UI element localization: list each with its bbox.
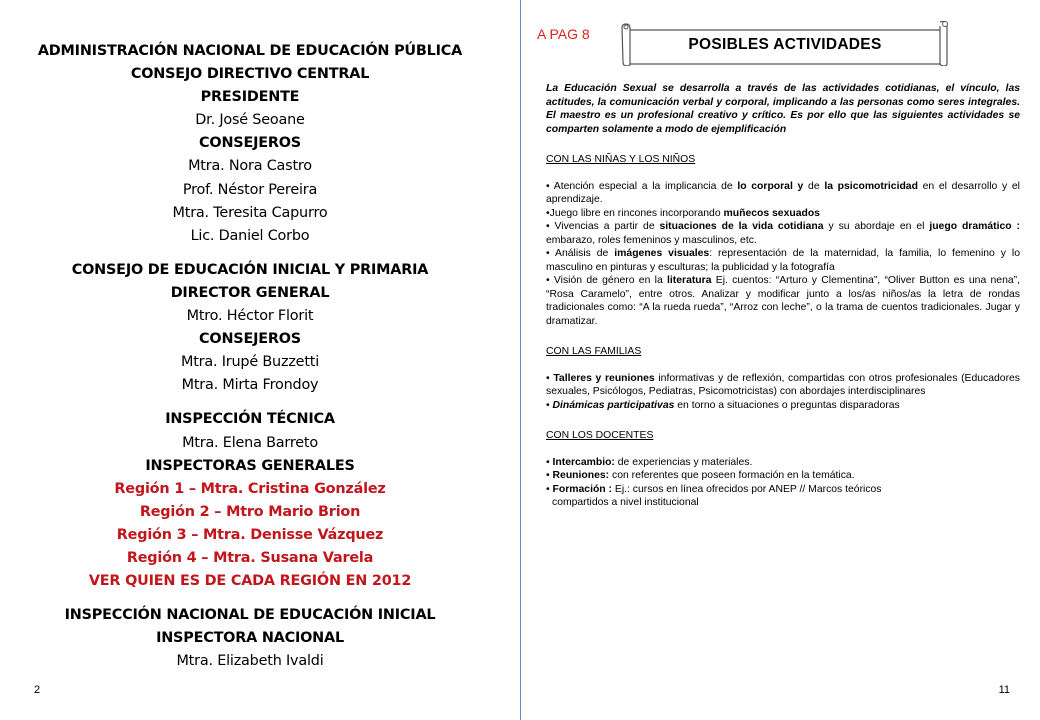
activity-text: •	[546, 483, 553, 495]
authority-line: Mtro. Héctor Florit	[186, 308, 314, 325]
authority-line: VER QUIEN ES DE CADA REGIÓN EN 2012	[88, 573, 412, 590]
authority-line: PRESIDENTE	[200, 89, 300, 106]
page-number-right: 11	[998, 684, 1010, 696]
activity-text: compartidos a nivel institucional	[552, 497, 699, 508]
authority-line: CONSEJEROS	[199, 135, 301, 152]
activities-content	[546, 82, 1020, 510]
activity-text: de experiencias y materiales.	[614, 456, 753, 468]
activity-text: Reuniones:	[552, 470, 610, 481]
activity-text: informativas y de reflexión, compartidas con otros profesionales (Educadores sexuales, Psicólogos, Pediatras, Psicomotricistas) con abordajes interdisciplinares	[546, 372, 1021, 397]
authority-line: CONSEJO DIRECTIVO CENTRAL	[130, 66, 370, 83]
authority-line: Mtra. Teresita Capurro	[172, 204, 328, 221]
authority-line: CONSEJO DE EDUCACIÓN INICIAL Y PRIMARIA	[71, 261, 429, 278]
authority-line: Mtra. Nora Castro	[188, 158, 312, 175]
activity-text: •	[546, 470, 553, 481]
line-gap	[30, 397, 470, 408]
activity-item	[546, 180, 1020, 207]
activity-text: situaciones de la vida cotidiana	[659, 221, 824, 232]
authority-line: CONSEJEROS	[199, 331, 301, 348]
activity-text: en torno a situaciones o preguntas disparadoras	[674, 399, 900, 411]
activity-text: embarazo, roles femeninos y masculinos, etc.	[546, 234, 757, 246]
activity-text: de	[803, 180, 825, 192]
activity-text: juego dramático :	[929, 221, 1020, 232]
activity-sections	[546, 153, 1020, 510]
authority-line: INSPECCIÓN TÉCNICA	[165, 411, 335, 428]
activity-text: Formación :	[552, 483, 612, 495]
activity-text: •	[546, 372, 554, 384]
activity-text: la psicomotricidad	[824, 180, 918, 192]
activity-text: en el desarrollo y el aprendizaje.	[546, 180, 1020, 205]
authority-line: Mtra. Elena Barreto	[182, 434, 318, 451]
authority-line: Mtra. Mirta Frondoy	[181, 377, 319, 394]
activity-item	[546, 456, 1020, 470]
activity-text: •Juego libre en rincones incorporando	[546, 207, 724, 219]
authority-line: Región 3 – Mtra. Denisse Vázquez	[116, 526, 384, 543]
authority-line: Región 1 – Mtra. Cristina González	[114, 480, 386, 497]
activity-item	[546, 496, 1020, 510]
authority-line: INSPECCIÓN NACIONAL DE EDUCACIÓN INICIAL	[64, 607, 436, 624]
activity-item	[546, 220, 1020, 247]
activity-text: Ej. cuentos: “Arturo y Clementina”, “Oliver Button es una nena”, “Rosa Caramelo”, entre otros. Analizar y modificar junto a los/as niños/as la letra de rondas tradicionales como: “A la rueda rueda”, “Arroz con leche”, o la trama de cuentos tradicionales. Jugar y dramatizar.	[546, 275, 1020, 327]
intro-paragraph: La Educación Sexual se desarrolla a través de las actividades cotidianas, el vínculo, las actitudes, la comunicación verbal y corporal, implicando a las personas como seres integrales. El maestro es un profesional creativo y crítico. Es por ello que las siguientes actividades se comparten solamente a modo de ejemplificación	[546, 83, 1020, 135]
section-heading: CON LAS FAMILIAS	[546, 346, 642, 357]
title-scroll-banner	[620, 20, 950, 66]
authorities-list	[30, 40, 470, 673]
activity-text: literatura	[667, 275, 712, 286]
activity-text: y su abordaje en el	[823, 221, 930, 232]
activity-text: • Vivencias a partir de	[546, 221, 660, 232]
activity-text: Talleres y reuniones	[553, 372, 655, 384]
page-number-left: 2	[34, 684, 41, 696]
authority-line: Mtra. Elizabeth Ivaldi	[176, 653, 324, 670]
activity-item	[546, 469, 1020, 483]
right-page	[522, 0, 1040, 720]
activity-text: Intercambio:	[552, 456, 615, 468]
activity-text: muñecos sexuados	[723, 207, 820, 219]
activity-item	[546, 247, 1020, 274]
activity-text: • Visión de género en la	[546, 275, 668, 286]
authority-line: ADMINISTRACIÓN NACIONAL DE EDUCACIÓN PÚBLICA	[37, 43, 463, 59]
activity-item	[546, 207, 1020, 221]
section-heading: CON LOS DOCENTES	[546, 430, 654, 441]
line-gap	[30, 248, 470, 259]
activity-item	[546, 274, 1020, 328]
activity-text: Dinámicas participativas	[552, 399, 675, 411]
authority-line: DIRECTOR GENERAL	[170, 284, 330, 301]
authority-line: Mtra. Irupé Buzzetti	[180, 354, 320, 371]
authority-line: Región 4 – Mtra. Susana Varela	[126, 549, 374, 566]
page-reference-note: A PAG 8	[537, 26, 590, 42]
activity-text: • Análisis de	[546, 248, 615, 259]
authority-line: Dr. José Seoane	[195, 112, 305, 129]
activity-text: • Atención especial a la implicancia de	[546, 180, 738, 192]
activity-item	[546, 483, 1020, 497]
activity-item	[546, 372, 1020, 399]
activity-text: : representación de la maternidad, la familia, lo femenino y lo masculino en pinturas y esculturas; la publicidad y la fotografía	[546, 248, 1020, 273]
activity-text: lo corporal y	[737, 180, 804, 192]
activity-text: •	[546, 456, 553, 468]
activity-text: imágenes visuales	[614, 248, 710, 259]
authority-line: Prof. Néstor Pereira	[182, 181, 318, 198]
authority-line: INSPECTORAS GENERALES	[145, 457, 355, 474]
activity-text: con referentes que poseen formación en la temática.	[609, 470, 855, 481]
page-divider	[520, 0, 521, 720]
section-heading: CON LAS NIÑAS Y LOS NIÑOS	[546, 154, 696, 165]
banner-title: POSIBLES ACTIVIDADES	[688, 36, 882, 53]
activity-text: •	[546, 399, 553, 411]
activity-item	[546, 399, 1020, 413]
line-gap	[30, 593, 470, 604]
authority-line: Lic. Daniel Corbo	[190, 227, 310, 244]
authority-line: INSPECTORA NACIONAL	[156, 630, 344, 647]
authority-line: Región 2 – Mtro Mario Brion	[139, 503, 361, 520]
activity-text: Ej.: cursos en línea ofrecidos por ANEP // Marcos teóricos	[612, 483, 882, 495]
